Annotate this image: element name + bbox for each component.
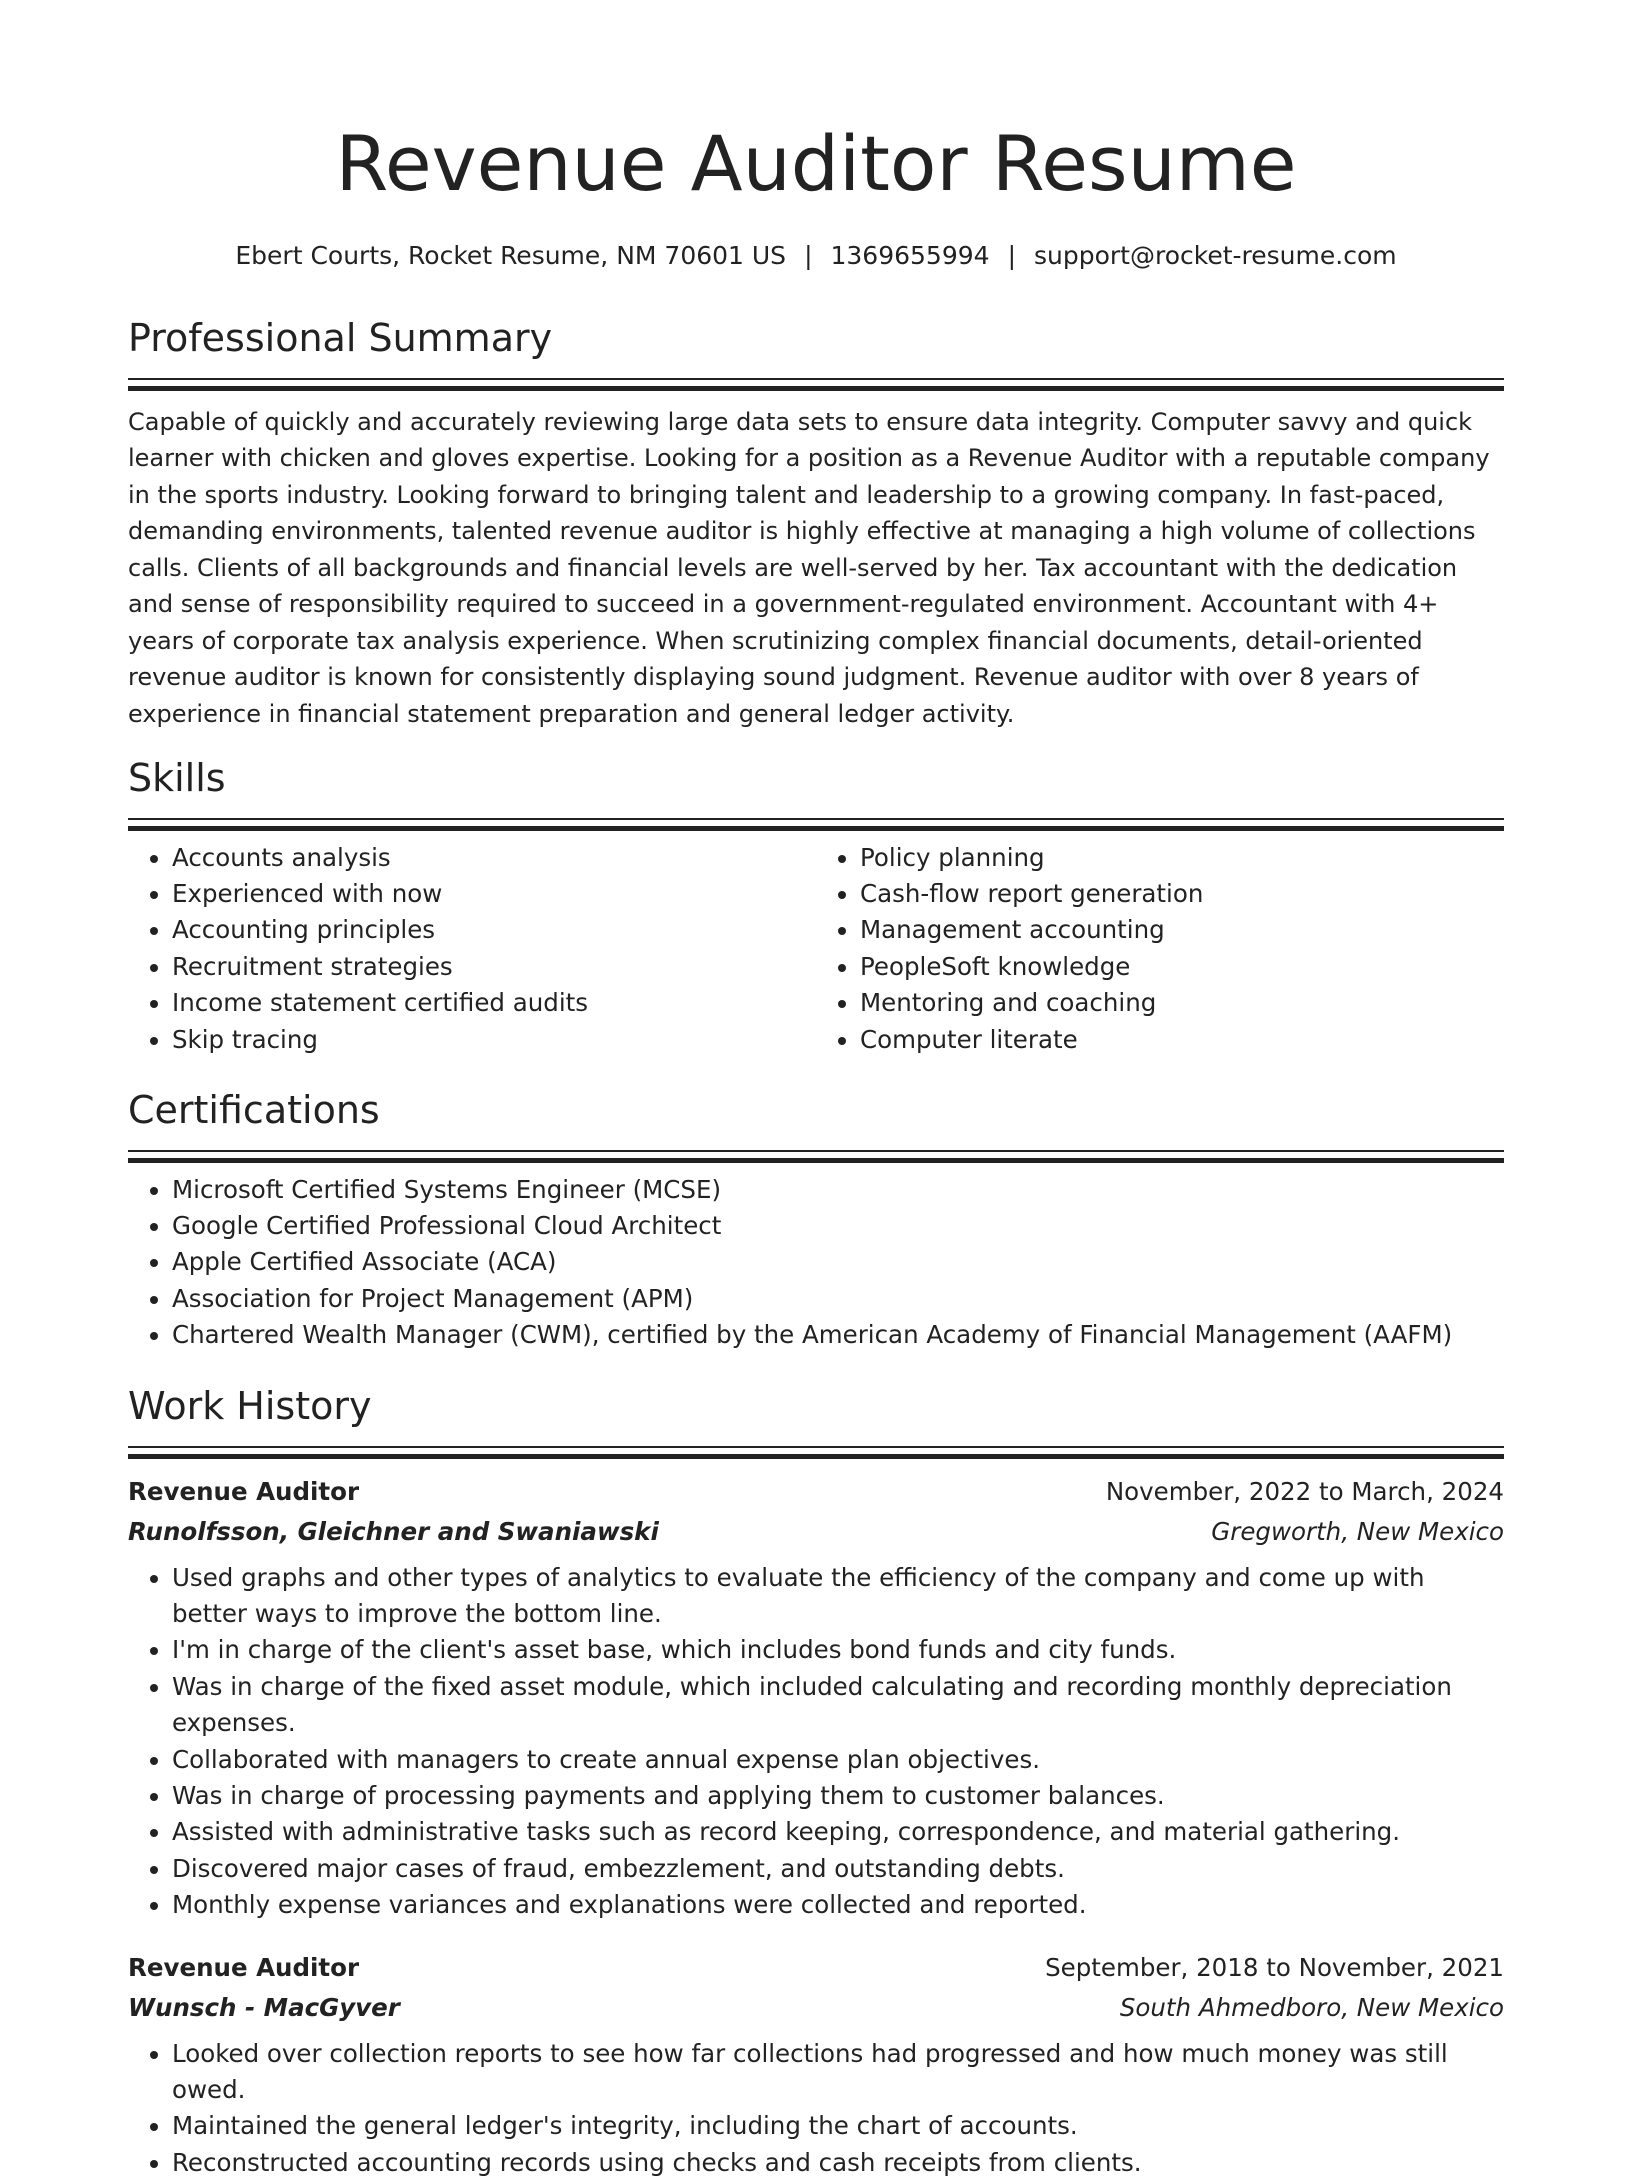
job-bullet: • I'm in charge of the client's asset base, which includes bond funds and city funds.: [172, 1632, 1504, 1668]
job-location: Gregworth, New Mexico: [1211, 1516, 1504, 1546]
job-bullet: • Monthly expense variances and explanations were collected and reported.: [172, 1887, 1504, 1923]
job-bullet: • Discovered major cases of fraud, embezzlement, and outstanding debts.: [172, 1851, 1504, 1887]
job-title: Revenue Auditor: [128, 1952, 360, 1982]
contact-address: Ebert Courts, Rocket Resume, NM 70601 US: [235, 241, 787, 270]
skill-item: • Computer literate: [860, 1022, 1504, 1058]
skills-list-right: [816, 840, 1504, 1058]
section-divider: [128, 818, 1504, 832]
skill-item: • Recruitment strategies: [172, 949, 816, 985]
job-dates: November, 2022 to March, 2024: [1105, 1476, 1504, 1506]
skill-item: • Accounting principles: [172, 912, 816, 948]
job-subheader: [128, 1512, 1504, 1552]
skill-item: • Management accounting: [860, 912, 1504, 948]
job-dates: September, 2018 to November, 2021: [1045, 1952, 1504, 1982]
section-divider: [128, 1446, 1504, 1460]
summary-text: Capable of quickly and accurately reviewing large data sets to ensure data integrity. Computer savvy and quick learner with chicken and gloves expertise. Looking for a position as a Revenue Auditor with a reputable company in the sports industry. Looking forward to bringing talent and leadership to a growing company. In fast-paced, demanding environments, talented revenue auditor is highly effective at managing a high volume of collections calls. Clients of all backgrounds and financial levels are well-served by her. Tax accountant with the dedication and sense of responsibility required to succeed in a government-regulated environment. Accountant with 4+ years of corporate tax analysis experience. When scrutinizing complex financial documents, detail-oriented revenue auditor is known for consistently displaying sound judgment. Revenue auditor with over 8 years of experience in financial statement preparation and general ledger activity.: [128, 407, 1490, 728]
skill-item: • Accounts analysis: [172, 840, 816, 876]
skill-item: • Cash-flow report generation: [860, 876, 1504, 912]
job-bullet: • Used graphs and other types of analytics to evaluate the efficiency of the company and come up with better ways to improve the bottom line.: [172, 1560, 1504, 1633]
certification-item: • Microsoft Certified Systems Engineer (MCSE): [172, 1172, 1504, 1208]
job-bullet: • Reconstructed accounting records using checks and cash receipts from clients.: [172, 2145, 1504, 2181]
job-location: South Ahmedboro, New Mexico: [1119, 1992, 1504, 2022]
skill-item: • Experienced with now: [172, 876, 816, 912]
skills-list-left: [128, 840, 816, 1058]
certification-item: • Association for Project Management (APM): [172, 1281, 1504, 1317]
job-header: [128, 1948, 1504, 1988]
section-divider: [128, 378, 1504, 392]
contact-email[interactable]: support@rocket-resume.com: [1034, 241, 1397, 270]
summary-section: [128, 316, 1504, 732]
certifications-heading: Certifications: [128, 1088, 380, 1132]
contact-phone: 1369655994: [830, 241, 990, 270]
skill-item: • Policy planning: [860, 840, 1504, 876]
certification-item: • Chartered Wealth Manager (CWM), certified by the American Academy of Financial Management (AAFM): [172, 1317, 1504, 1353]
skill-item: • Income statement certified audits: [172, 985, 816, 1021]
work-history-heading: Work History: [128, 1384, 372, 1428]
certifications-section: [128, 1088, 1504, 1354]
section-divider: [128, 1150, 1504, 1164]
skill-item: • Skip tracing: [172, 1022, 816, 1058]
job-bullet: • Looked over collection reports to see how far collections had progressed and how much money was still owed.: [172, 2036, 1504, 2109]
summary-heading: Professional Summary: [128, 316, 553, 360]
job-entry: [128, 1948, 1504, 2181]
job-entry: [128, 1472, 1504, 1924]
contact-line: [128, 240, 1504, 273]
certification-item: • Google Certified Professional Cloud Architect: [172, 1208, 1504, 1244]
contact-separator: |: [1007, 241, 1016, 270]
job-company: Wunsch - MacGyver: [128, 1992, 400, 2022]
certifications-list: [128, 1172, 1504, 1354]
skill-item: • PeopleSoft knowledge: [860, 949, 1504, 985]
job-bullets: [128, 1560, 1504, 1924]
job-bullet: • Collaborated with managers to create annual expense plan objectives.: [172, 1742, 1504, 1778]
certification-item: • Apple Certified Associate (ACA): [172, 1244, 1504, 1280]
contact-separator: |: [804, 241, 813, 270]
resume-title: Revenue Auditor Resume: [335, 119, 1297, 208]
skills-columns: [128, 832, 1504, 1058]
job-header: [128, 1472, 1504, 1512]
work-history-section: [128, 1384, 1504, 2181]
skills-section: [128, 756, 1504, 1058]
job-bullet: • Maintained the general ledger's integrity, including the chart of accounts.: [172, 2108, 1504, 2144]
skills-heading: Skills: [128, 756, 226, 800]
job-bullets: [128, 2036, 1504, 2181]
job-bullet: • Assisted with administrative tasks such as record keeping, correspondence, and material gathering.: [172, 1814, 1504, 1850]
skill-item: • Mentoring and coaching: [860, 985, 1504, 1021]
job-company: Runolfsson, Gleichner and Swaniawski: [128, 1516, 659, 1546]
job-bullet: • Was in charge of the fixed asset module, which included calculating and recording monthly depreciation expenses.: [172, 1669, 1504, 1742]
job-bullet: • Was in charge of processing payments and applying them to customer balances.: [172, 1778, 1504, 1814]
job-title: Revenue Auditor: [128, 1476, 360, 1506]
job-subheader: [128, 1988, 1504, 2028]
